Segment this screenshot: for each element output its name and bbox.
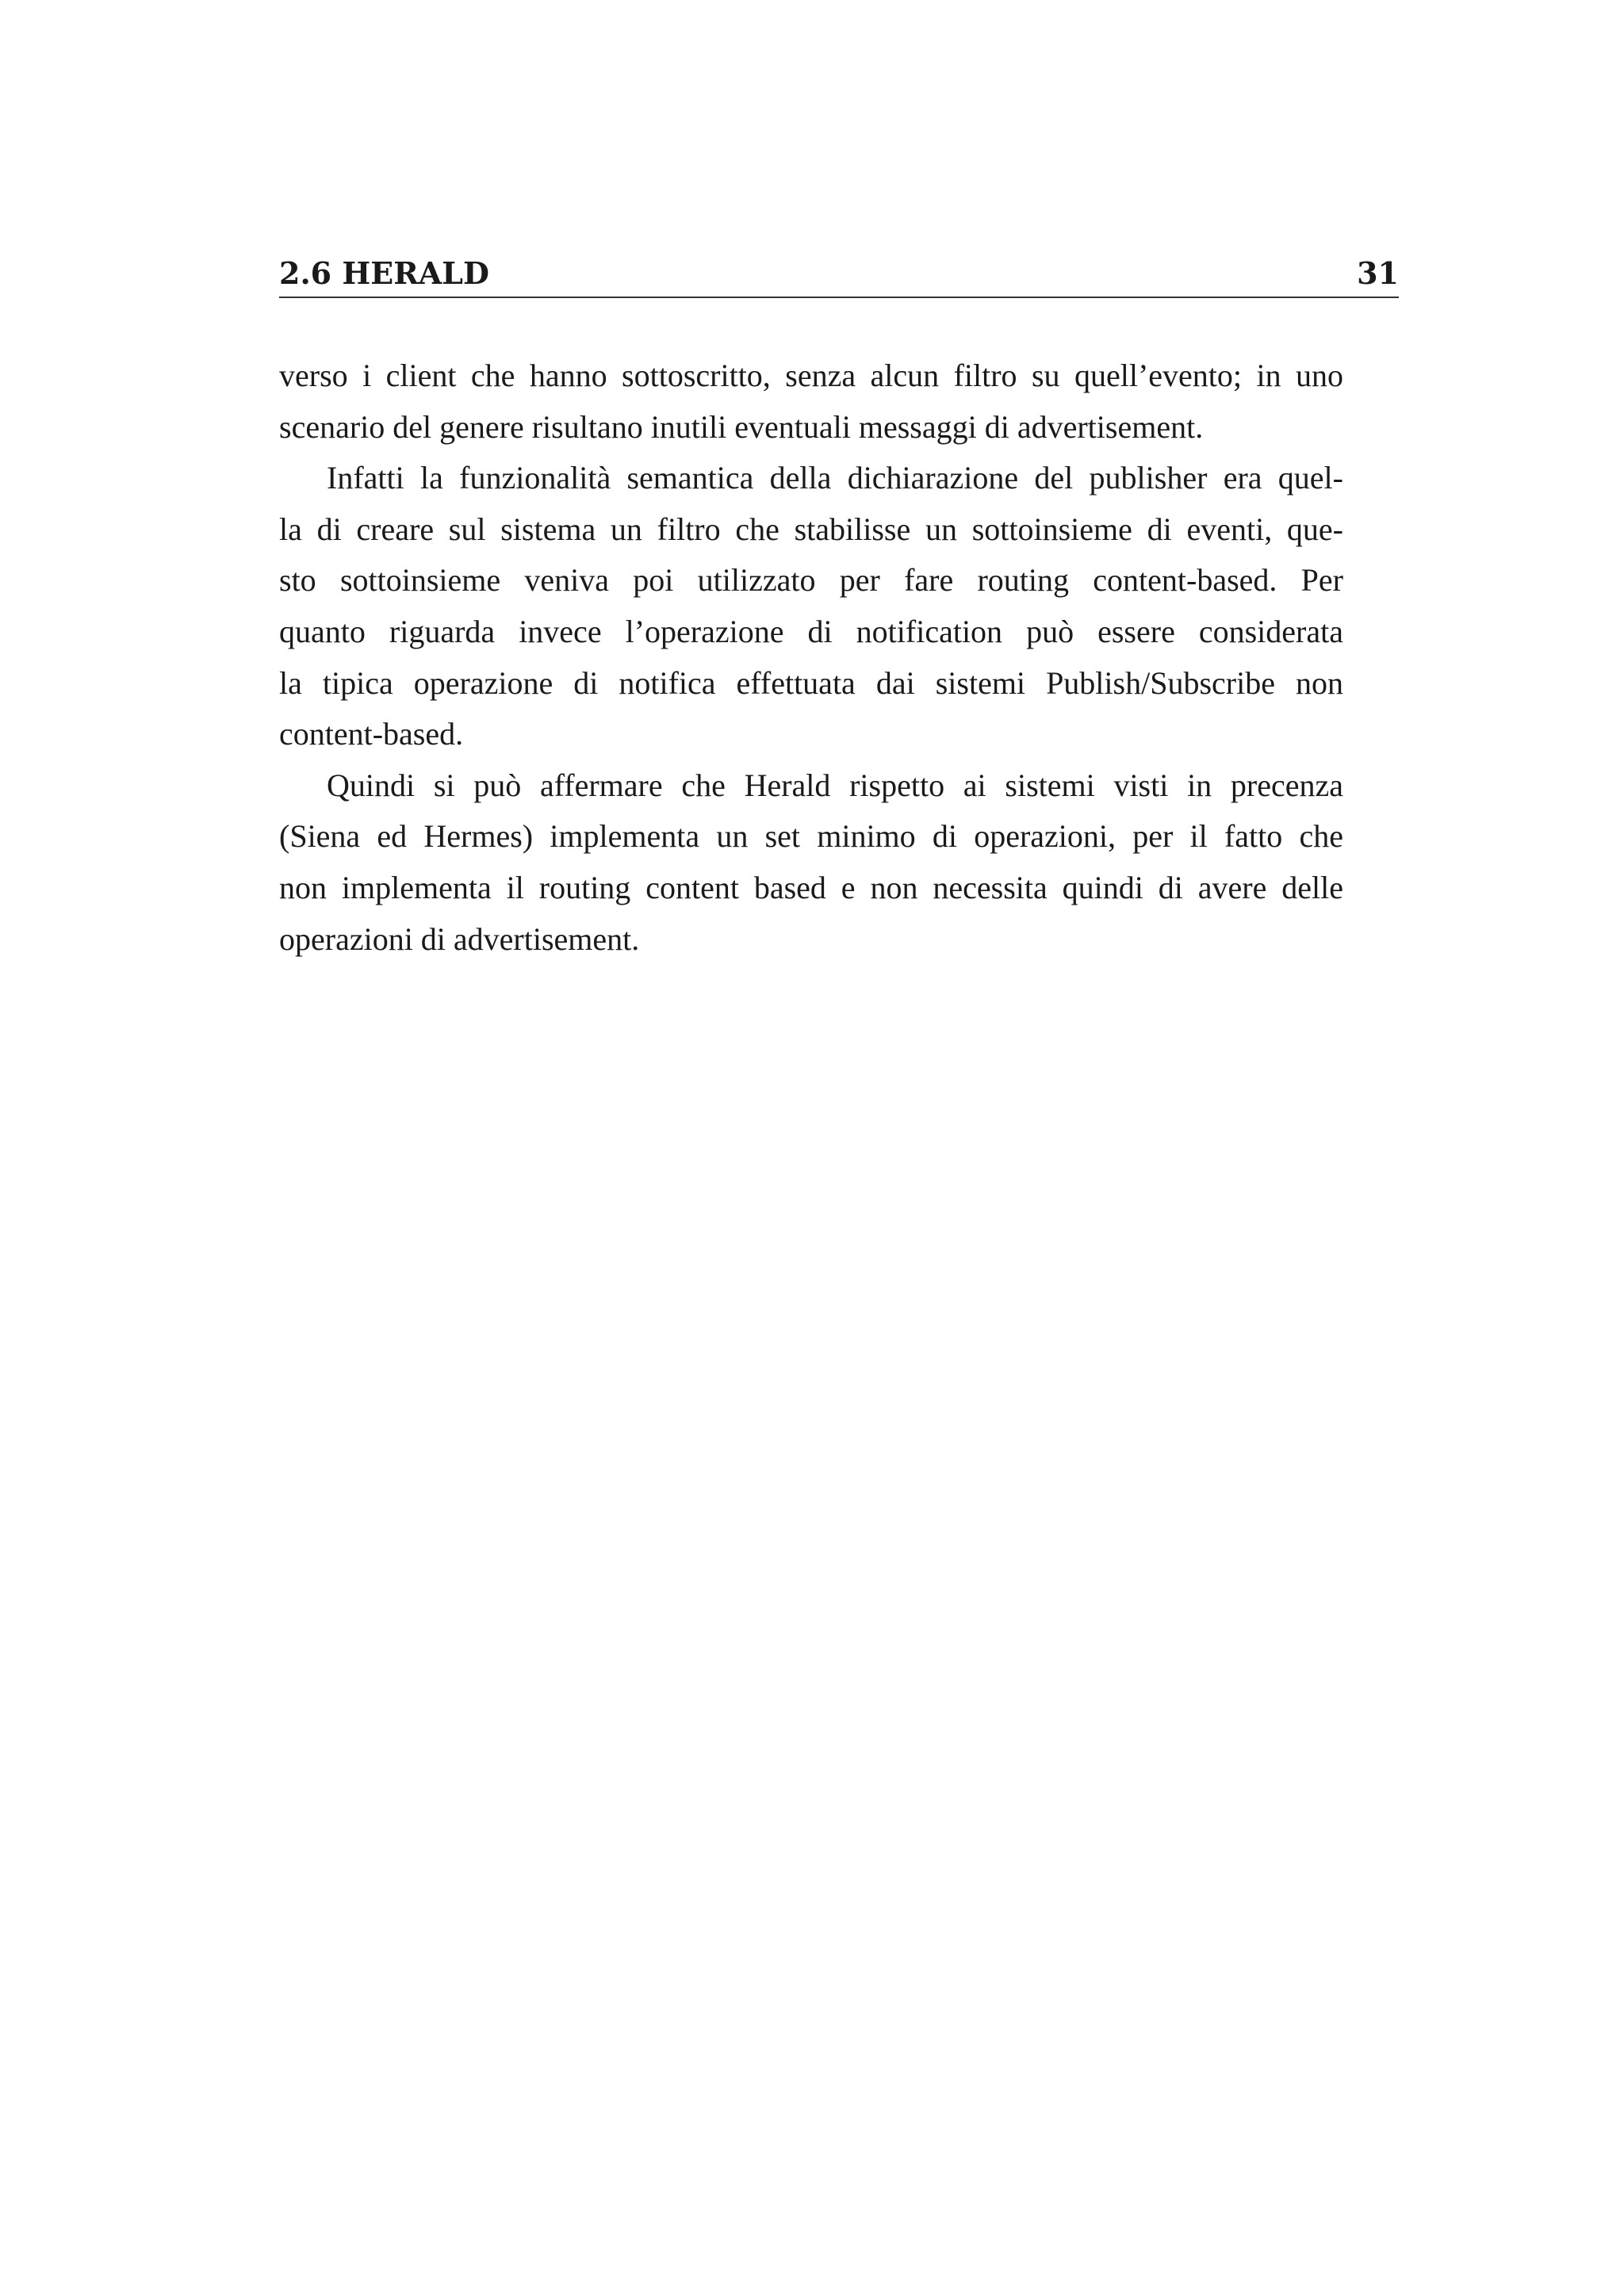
text-line: verso i client che hanno sottoscritto, senza alcun filtro su quell’evento; in uno bbox=[279, 358, 1343, 393]
text-line: (Siena ed Hermes) implementa un set minimo di operazioni, per il fatto che bbox=[279, 818, 1343, 855]
page-number: 31 bbox=[1357, 255, 1399, 291]
text-line: sto sottoinsieme veniva poi utilizzato per fare routing content-based. Per bbox=[279, 562, 1343, 599]
text-line: non implementa il routing content based e non necessita quindi di avere delle bbox=[279, 869, 1343, 905]
text-line: Infatti la funzionalità semantica della dichiarazione del publisher era quel- bbox=[327, 460, 1343, 496]
text-line: scenario del genere risultano inutili eventuali messaggi di advertisement. bbox=[279, 408, 1204, 445]
text-line: la tipica operazione di notifica effettuata dai sistemi Publish/Subscribe non bbox=[279, 664, 1343, 701]
paragraph-1 bbox=[279, 350, 1343, 453]
paragraph-2 bbox=[279, 453, 1343, 760]
text-line: Quindi si può affermare che Herald rispetto ai sistemi visti in precenza bbox=[327, 767, 1343, 803]
text-line: content-based. bbox=[279, 716, 464, 752]
page-header bbox=[279, 255, 1399, 298]
text-line: quanto riguarda invece l’operazione di notification può essere considerata bbox=[279, 613, 1343, 649]
running-head: 2.6 HERALD bbox=[279, 255, 489, 291]
paragraph-3 bbox=[279, 760, 1343, 965]
body-text bbox=[279, 350, 1343, 965]
text-line: la di creare sul sistema un filtro che stabilisse un sottoinsieme di eventi, que- bbox=[279, 511, 1343, 547]
text-line: operazioni di advertisement. bbox=[279, 920, 640, 957]
